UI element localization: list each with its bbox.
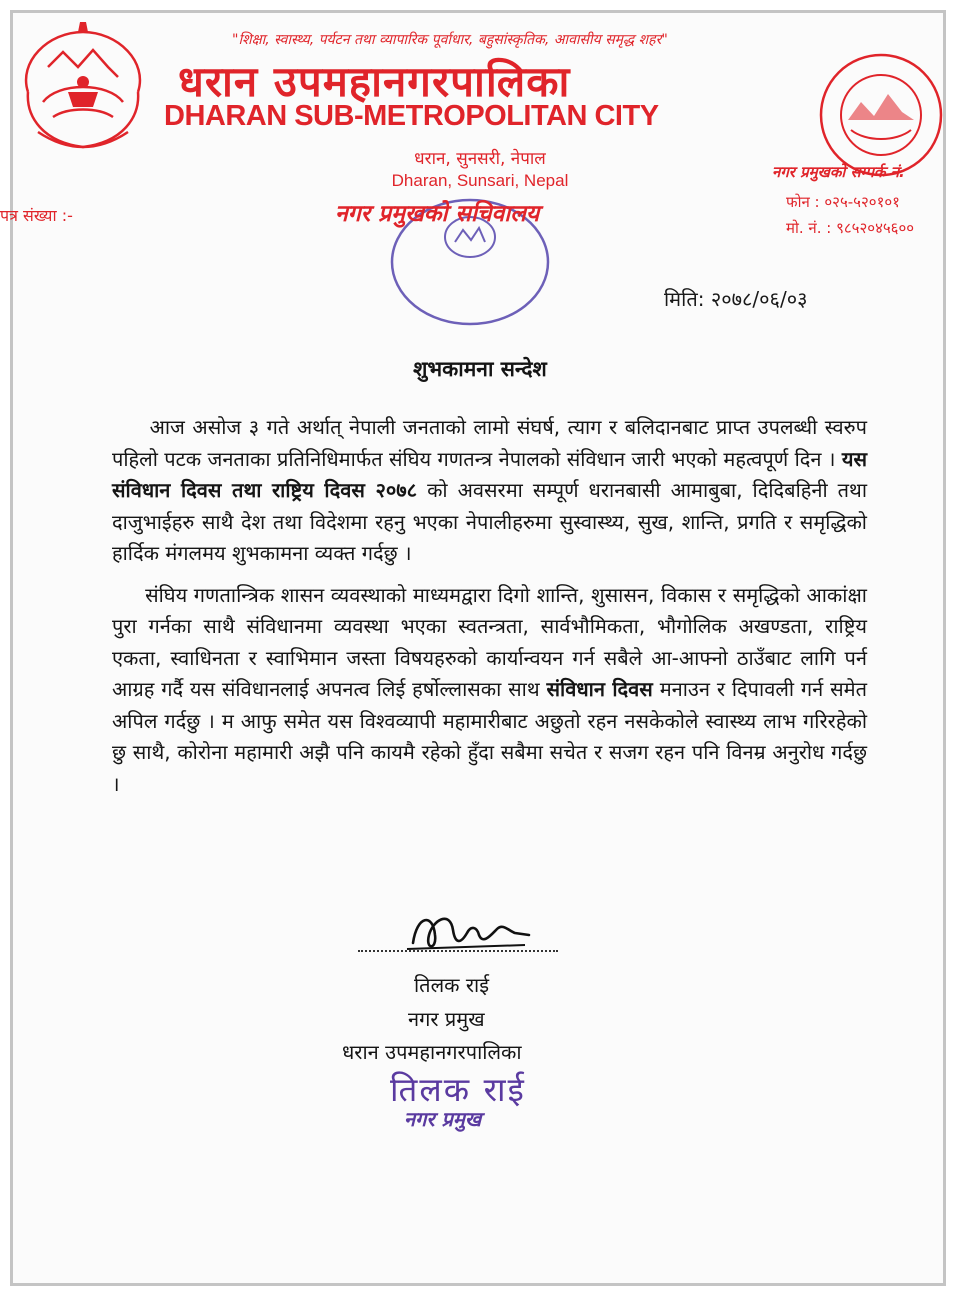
letter-heading: शुभकामना सन्देश [413,357,547,381]
title-stamp: नगर प्रमुख [404,1107,482,1131]
municipality-motto: "शिक्षा, स्वास्थ्य, पर्यटन तथा व्यापारिक पूर्वाधार, बहुसांस्कृतिक, आवासीय समृद्ध शहर" [232,32,668,48]
reference-number-label: पत्र संख्या :- [0,206,73,225]
municipality-name-english: DHARAN SUB-METROPOLITAN CITY [164,100,659,132]
signatory-organization: धरान उपमहानगरपालिका [342,1040,522,1064]
paragraph-2: संघिय गणतान्त्रिक शासन व्यवस्थाको माध्यमद्वारा दिगो शान्ति, शुसासन, विकास र समृद्धिको आकांक्षा पुरा गर्नका साथै संविधानमा व्यवस्था भएका स्वतन्त्रता, सार्वभौमिकता, भौगोलिक अखण्डता, राष्ट्रिय एकता, स्वाधिनता र स्वाभिमान जस्ता विषयहरुको कार्यान्वयन गर्न सबैले आ-आफ्नो ठाउँबाट लागि पर्न आग्रह गर्दै यस संविधानलाई अपनत्व लिई हर्षोल्लासका साथ संविधान दिवस मनाउन र दिपावली गर्न समेत अपिल गर्दछु । म आफु समेत यस विश्वव्यापी महामारीबाट अछुतो रहन नसकेकोले स्वास्थ्य लाभ गरिरहेको छु साथै, कोरोना महामारी अझै पनि कायमै रहेको हुँदा सबैमा सचेत र सजग रहन पनि विनम्र अनुरोध गर्दछु । [112,582,868,796]
signatory-title: नगर प्रमुख [408,1007,485,1031]
nepal-emblem-icon [8,22,158,162]
signature-line [358,950,558,952]
contact-label: नगर प्रमुखको सम्पर्क नं. [772,163,905,181]
mobile-number: मो. नं. : ९८५२०४५६०० [786,219,915,237]
phone-number: फोन : ०२५-५२०१०१ [786,193,900,211]
letter-body [112,412,867,810]
bold-phrase-1: यस संविधान दिवस तथा राष्ट्रिय दिवस २०७८ [112,446,867,502]
letter-date: मिति: २०७८/०६/०३ [664,287,808,311]
name-stamp: तिलक राई [390,1070,526,1109]
paragraph-1: आज असोज ३ गते अर्थात् नेपाली जनताको लामो संघर्ष, त्याग र बलिदानबाट प्राप्त उपलब्धी स्वरुप पहिलो पटक जनताका प्रतिनिधिमार्फत संघिय गणतन्त्र नेपालको संविधान जारी भएको महत्वपूर्ण दिन । यस संविधान दिवस तथा राष्ट्रिय दिवस २०७८ को अवसरमा सम्पूर्ण धरानबासी आमाबुबा, दिदिबहिनी तथा दाजुभाईहरु साथै देश तथा विदेशमा रहनु भएका नेपालीहरुमा सुस्वास्थ्य, सुख, शान्ति, प्रगति र समृद्धिको हार्दिक मंगलमय शुभकामना व्यक्त गर्दछु । [112,415,868,565]
bold-phrase-2: संविधान दिवस [546,677,653,701]
municipality-name-nepali: धरान उपमहानगरपालिका [178,57,571,106]
address-nepali: धरान, सुनसरी, नेपाल [414,149,546,169]
handwritten-signature-icon [405,905,535,955]
address-english: Dharan, Sunsari, Nepal [391,171,569,190]
office-name: नगर प्रमुखको सचिवालय [335,201,540,227]
signatory-name: तिलक राई [414,973,490,997]
